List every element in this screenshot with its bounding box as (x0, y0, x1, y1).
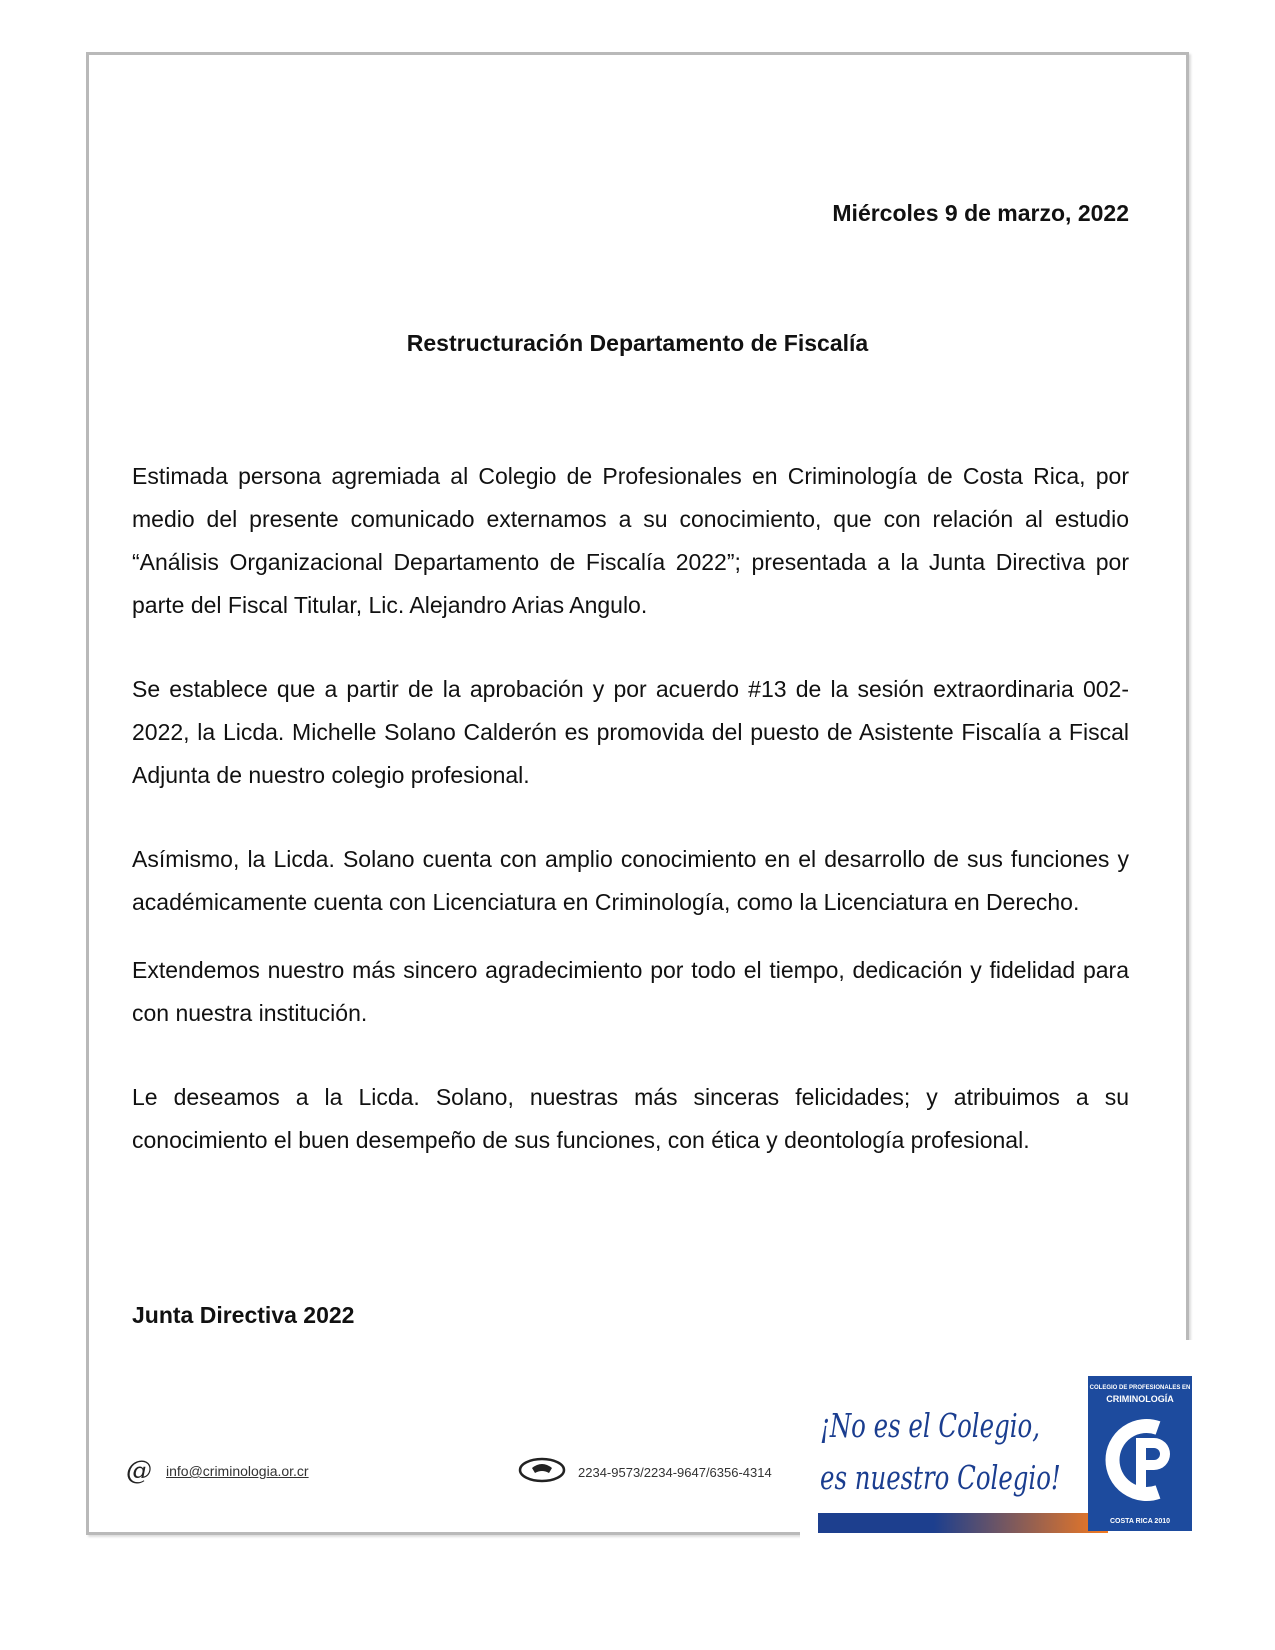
at-icon: @ (126, 1456, 152, 1486)
footer-email (126, 1456, 309, 1486)
paragraph-agreement: Se establece que a partir de la aprobación y por acuerdo #13 de la sesión extraordinaria 002-2022, la Licda. Michelle Solano Calderón es promovida del puesto de Asistente Fiscalía a Fiscal Adjunta de nuestro colegio profesional. (132, 676, 1129, 788)
footer-phone (518, 1456, 772, 1489)
slogan (820, 1400, 1061, 1504)
email-link[interactable]: info@criminologia.or.cr (166, 1463, 309, 1479)
paragraph-thanks: Extendemos nuestro más sincero agradecimiento por todo el tiempo, dedicación y fidelidad para con nuestra institución. (132, 957, 1129, 1026)
phone-icon (518, 1456, 566, 1489)
college-logo (1088, 1376, 1192, 1531)
letter-title: Restructuración Departamento de Fiscalía (406, 330, 869, 356)
signature: Junta Directiva 2022 (132, 1302, 355, 1328)
brand-bar (818, 1513, 1108, 1533)
paragraph-qualifications: Asímismo, la Licda. Solano cuenta con amplio conocimiento en el desarrollo de sus funciones y académicamente cuenta con Licenciatura en Criminología, como la Licenciatura en Derecho. (132, 846, 1129, 915)
logo-name-text: CRIMINOLOGÍA (1106, 1394, 1174, 1404)
logo-top-text: COLEGIO DE PROFESIONALES EN (1089, 1385, 1191, 1391)
paragraph-intro: Estimada persona agremiada al Colegio de Profesionales en Criminología de Costa Rica, por medio del presente comunicado externamos a su conocimiento, que con relación al estudio “Análisis Organizacional Departamento de Fiscalía 2022”; presentada a la Junta Directiva por parte del Fiscal Titular, Lic. Alejandro Arias Angulo. (132, 463, 1129, 618)
phone-numbers: 2234-9573/2234-9647/6356-4314 (578, 1465, 772, 1480)
paragraph-congratulations: Le deseamos a la Licda. Solano, nuestras más sinceras felicidades; y atribuimos a su conocimiento el buen desempeño de sus funciones, con ética y deontología profesional. (132, 1084, 1129, 1153)
letter-date: Miércoles 9 de marzo, 2022 (832, 200, 1129, 226)
logo-bottom-text: COSTA RICA 2010 (1109, 1518, 1171, 1525)
letter-body (132, 455, 1129, 1162)
logo-cp-mark (1096, 1410, 1184, 1510)
slogan-line-1: ¡No es el Colegio, (820, 1406, 1040, 1445)
slogan-line-2: es nuestro Colegio! (820, 1458, 1061, 1497)
